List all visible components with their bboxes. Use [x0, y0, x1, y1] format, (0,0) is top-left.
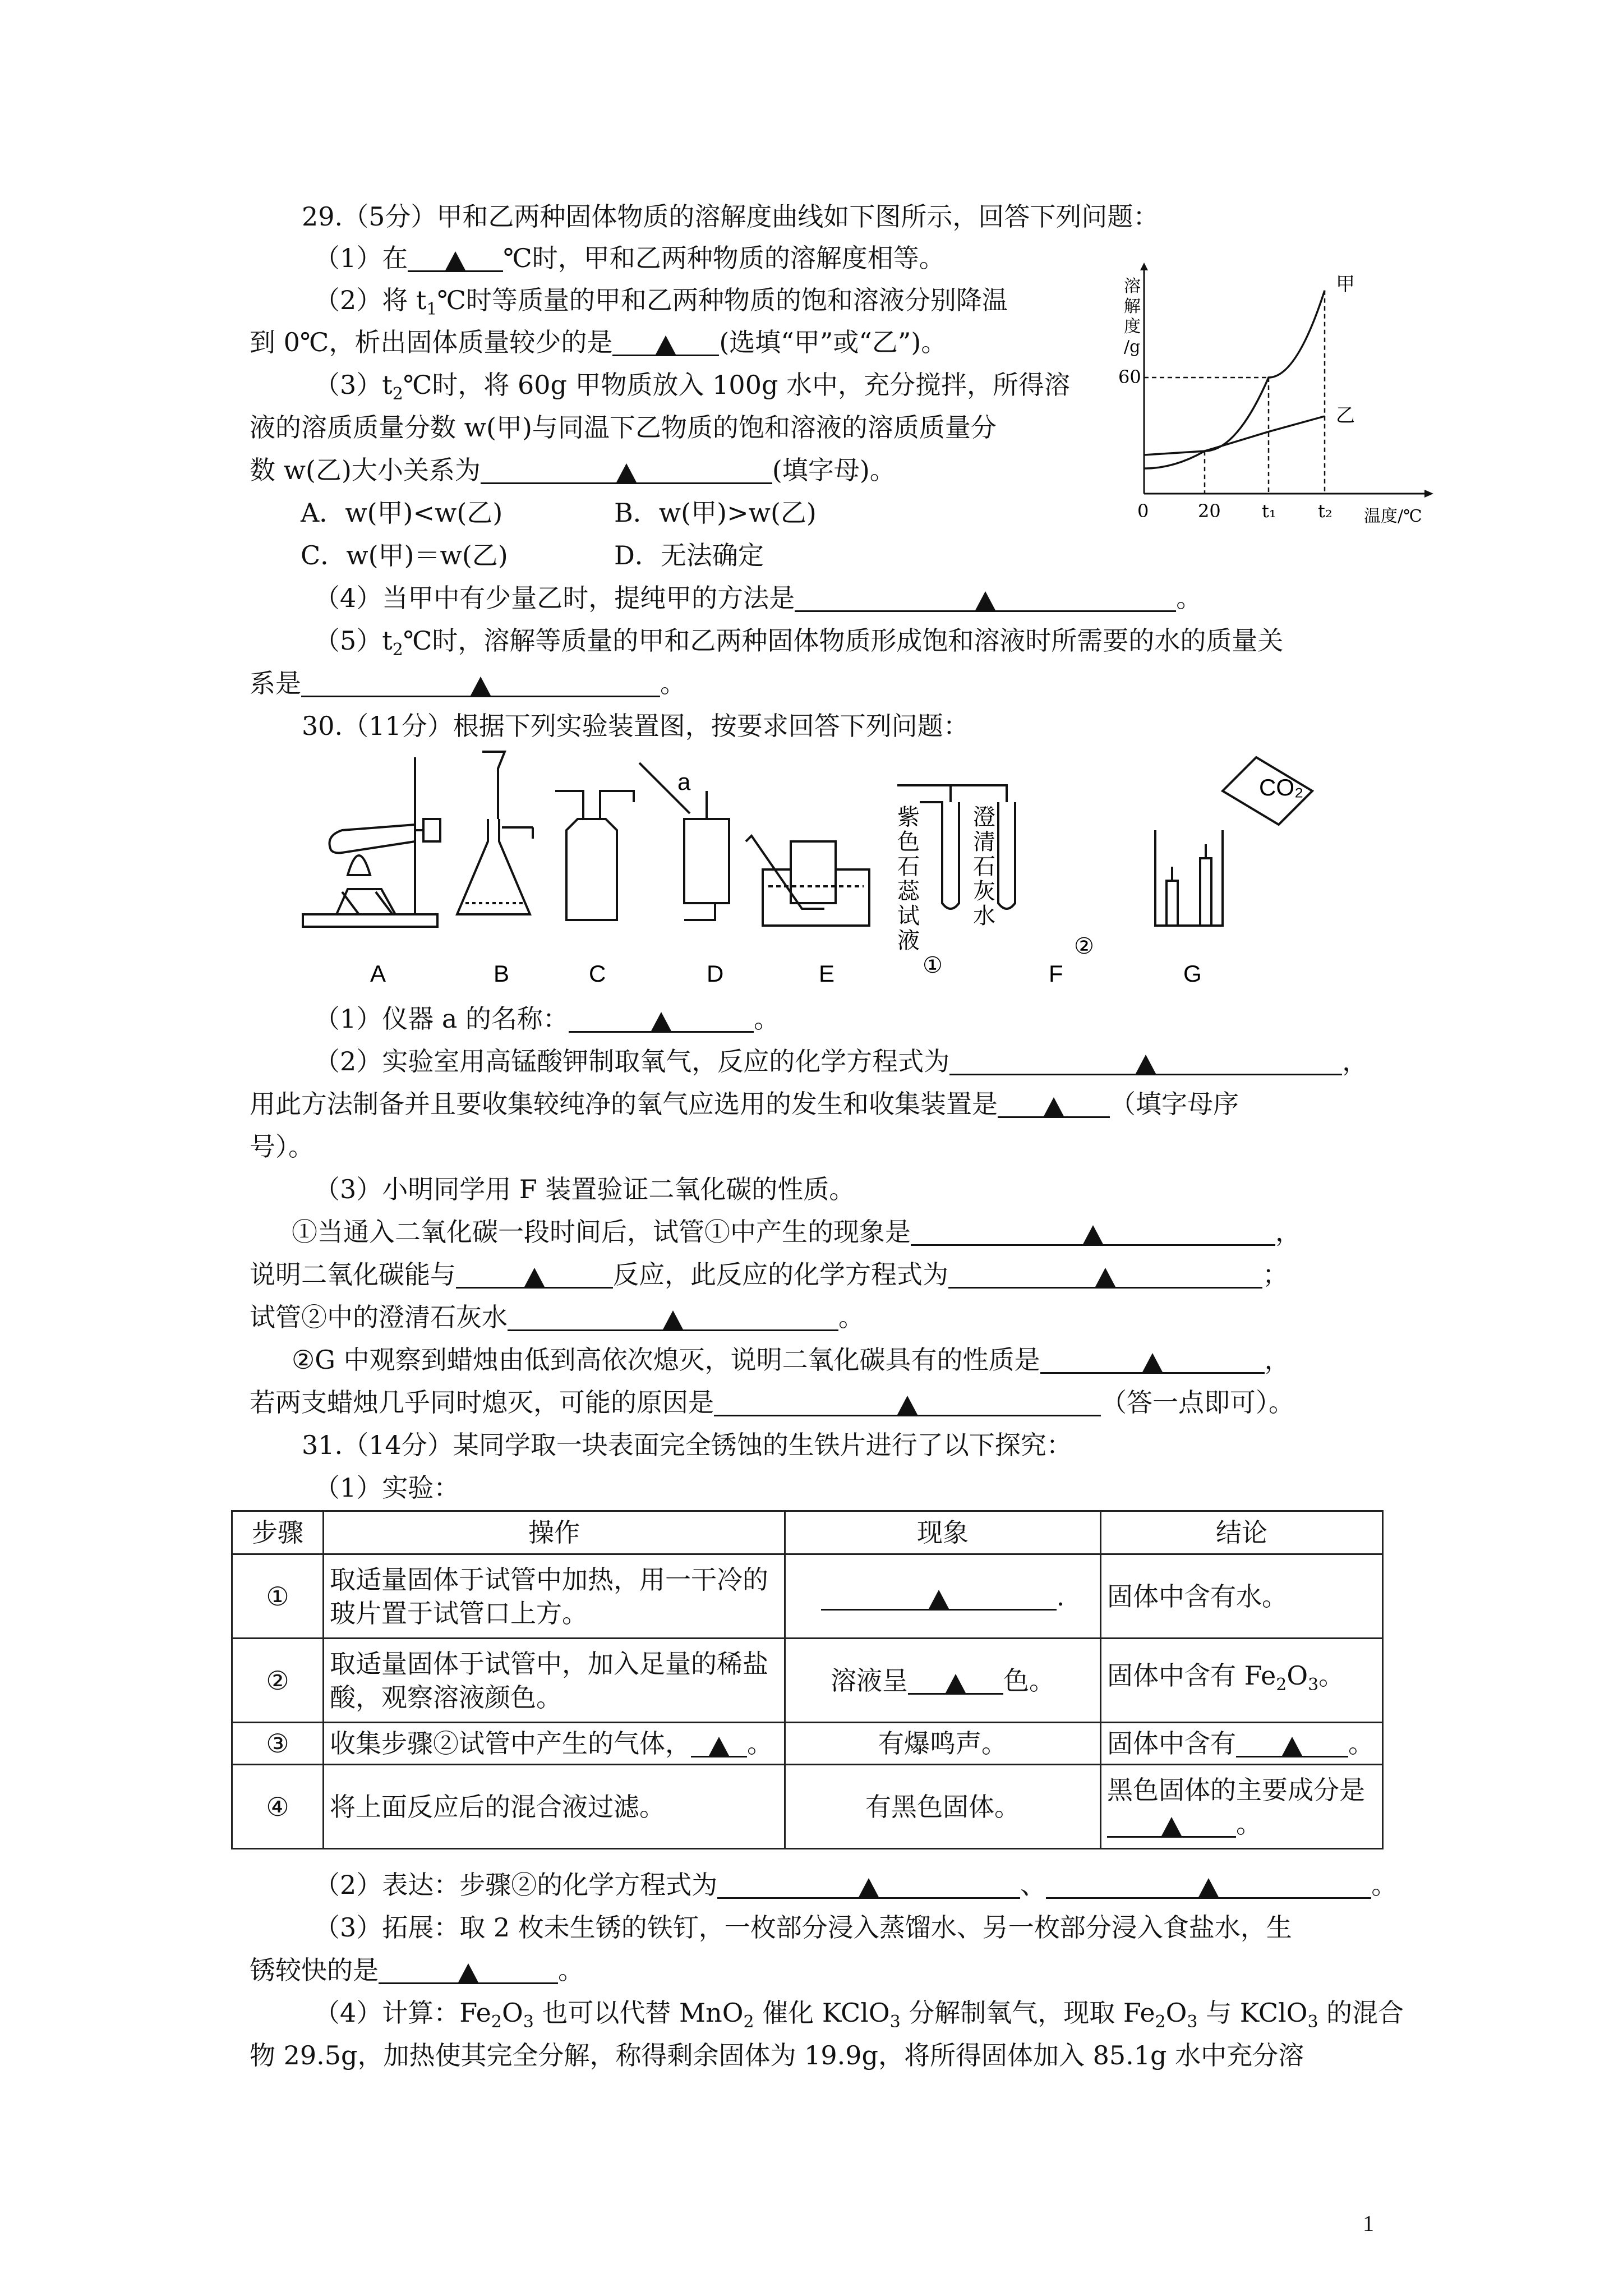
apparatus-label: G [1183, 960, 1202, 987]
triangle-icon [709, 1737, 729, 1756]
q30-part2-line1: （2）实验室用高锰酸钾制取氧气，反应的化学方程式为 ， [314, 1046, 1368, 1076]
tube1-char: 色 [897, 829, 920, 855]
tube2-text [973, 804, 1094, 959]
tube1-char: 蕊 [897, 878, 920, 904]
triangle-icon [1282, 1737, 1302, 1756]
triangle-icon [1198, 1878, 1219, 1897]
answer-blank[interactable] [998, 1091, 1110, 1118]
q29-part3-line2: 液的溶质质量分数 w(甲)与同温下乙物质的饱和溶液的溶质质量分 [250, 412, 997, 443]
apparatus-e [746, 836, 869, 926]
q30-part3-5: 若两支蜡烛几乎同时熄灭，可能的原因是 （答一点即可）。 [250, 1387, 1294, 1418]
apparatus-label: A [370, 960, 386, 987]
apparatus-c [555, 791, 634, 920]
answer-blank[interactable] [481, 457, 772, 484]
tube1-char: 试 [897, 903, 920, 929]
triangle-icon [897, 1396, 917, 1415]
tube2-char: 清 [973, 829, 995, 855]
triangle-icon [1044, 1097, 1064, 1116]
answer-blank[interactable] [612, 329, 719, 356]
q31-stem: 31.（14分）某同学取一块表面完全锈蚀的生铁片进行了以下探究： [302, 1430, 1072, 1460]
triangle-icon [524, 1268, 545, 1287]
q30-part3-1: ①当通入二氧化碳一段时间后，试管①中产生的现象是 ， [292, 1217, 1301, 1247]
apparatus-label: C [589, 960, 606, 987]
apparatus-label: E [819, 960, 835, 987]
triangle-icon [1136, 1055, 1156, 1074]
series-label: 甲 [1336, 273, 1355, 296]
solubility-chart [1118, 264, 1436, 527]
phenomenon-cell: . [785, 1554, 1101, 1639]
phenomenon-cell: 溶液呈 色。 [785, 1639, 1101, 1723]
apparatus-label: F [1049, 960, 1063, 987]
answer-blank[interactable] [948, 1261, 1262, 1289]
answer-blank[interactable] [1107, 1810, 1236, 1838]
triangle-icon [1142, 1353, 1163, 1372]
series-label: 乙 [1336, 404, 1355, 427]
tube1-char: 紫 [897, 804, 920, 830]
triangle-icon [1161, 1817, 1182, 1836]
apparatus-b [457, 752, 533, 914]
header-operation: 操作 [324, 1511, 785, 1554]
q31-part1: （1）实验： [314, 1473, 460, 1503]
answer-blank[interactable] [795, 585, 1176, 612]
conclusion-cell: 固体中含有水。 [1101, 1554, 1383, 1639]
table-row [232, 1723, 1383, 1765]
co2-label: CO₂ [1259, 774, 1304, 800]
tube2-number: ② [1074, 933, 1094, 959]
answer-blank[interactable] [508, 1304, 838, 1331]
y-axis-label-char: 度 [1124, 317, 1141, 337]
tube2-char: 水 [973, 903, 995, 929]
conclusion-cell: 固体中含有 。 [1101, 1723, 1383, 1765]
table-row [232, 1554, 1383, 1639]
answer-blank[interactable] [1236, 1730, 1348, 1757]
answer-blank[interactable] [1040, 1346, 1265, 1374]
q30-stem: 30.（11分）根据下列实验装置图，按要求回答下列问题： [302, 711, 969, 741]
answer-blank[interactable] [379, 1957, 558, 1984]
tube1-number: ① [923, 953, 943, 978]
q30-part2-line3: 号）。 [250, 1131, 314, 1162]
page-number: 1 [1363, 2211, 1374, 2236]
tube1-text [897, 804, 943, 978]
operation-cell: 取适量固体于试管中加热，用一干冷的玻片置于试管口上方。 [324, 1554, 785, 1639]
y-tick-label: 60 [1118, 366, 1141, 388]
q31-part3-line1: （3）拓展：取 2 枚未生锈的铁钉，一枚部分浸入蒸馏水、另一枚部分浸入食盐水，生 [314, 1912, 1292, 1943]
q30-part3: （3）小明同学用 F 装置验证二氧化碳的性质。 [314, 1174, 855, 1204]
answer-blank[interactable] [408, 245, 503, 272]
y-axis-label [1124, 277, 1141, 357]
q30-part2-line2: 用此方法制备并且要收集较纯净的氧气应选用的发生和收集装置是 （填字母序 [250, 1089, 1239, 1119]
triangle-icon [859, 1878, 879, 1897]
x-axis-arrow [1424, 490, 1433, 498]
triangle-icon [651, 1012, 671, 1031]
x-axis-label-text: 温度/℃ [1364, 507, 1422, 526]
triangle-icon [616, 463, 637, 482]
q30-part3-2: 说明二氧化碳能与 反应，此反应的化学方程式为 ； [250, 1259, 1288, 1290]
step-cell: ① [232, 1554, 324, 1639]
answer-blank[interactable] [821, 1583, 1057, 1611]
answer-blank[interactable] [714, 1389, 1101, 1416]
table-row [232, 1765, 1383, 1849]
experiment-table [231, 1510, 1384, 1849]
answer-blank[interactable] [456, 1261, 613, 1289]
tube2-char: 石 [973, 854, 995, 880]
triangle-icon [458, 1963, 478, 1982]
triangle-icon [471, 677, 491, 696]
q31-part3-line2: 锈较快的是 。 [250, 1955, 584, 1985]
x-tick-label: 0 [1137, 500, 1149, 522]
q29-option-c: C．w(甲)＝w(乙) [301, 540, 508, 570]
header-step: 步骤 [232, 1511, 324, 1554]
step-cell: ② [232, 1639, 324, 1723]
q29-part1: （1）在 ℃时，甲和乙两种物质的溶解度相等。 [314, 243, 945, 273]
q29-part5-line2: 系是 。 [250, 668, 686, 698]
answer-blank[interactable] [908, 1667, 1003, 1695]
q31-part2: （2）表达：步骤②的化学方程式为 、 。 [314, 1870, 1398, 1900]
y-axis-label-char: 解 [1124, 297, 1141, 316]
x-tick-label: t₂ [1318, 500, 1332, 522]
q29-part3-line1: $(3)t_2℃$时，将 60g 甲物质放入 100g 水中，充分搅拌，所得溶 [314, 370, 1071, 404]
y-axis-label-char: /g [1124, 337, 1141, 357]
answer-blank[interactable] [569, 1005, 754, 1033]
triangle-icon [1095, 1268, 1115, 1287]
answer-blank[interactable] [911, 1218, 1275, 1246]
table-row [232, 1639, 1383, 1723]
step-cell: ③ [232, 1723, 324, 1765]
apparatus-a [303, 757, 440, 927]
header-conclusion: 结论 [1101, 1511, 1383, 1554]
q29-part5-line1: $(5)t_2℃$时，溶解等质量的甲和乙两种固体物质形成饱和溶液时所需要的水的质量关 [314, 625, 1284, 660]
triangle-icon [445, 251, 465, 270]
triangle-icon [663, 1310, 683, 1329]
operation-cell: 收集步骤②试管中产生的气体， 。 [324, 1723, 785, 1765]
y-axis-label-char: 溶 [1124, 277, 1141, 296]
y-axis-arrow [1140, 263, 1148, 270]
x-axis-label [1364, 507, 1422, 526]
phenomenon-cell: 有爆鸣声。 [785, 1723, 1101, 1765]
triangle-icon [1083, 1225, 1103, 1244]
q29-part2-line2: 到 0℃，析出固体质量较少的是 (选填“甲”或“乙”)。 [250, 327, 947, 357]
q29-option-a: A．w(甲)<w(乙) [301, 498, 503, 528]
q30-part3-3: 试管②中的澄清石灰水 。 [250, 1302, 864, 1332]
q31-part4-line1: （4）计算：$Fe_2O_3$ 也可以代替 MnO$_2$ 催化 KClO$_3$ 分解制氧气，现取 $Fe_2O_3$ 与 KClO$_3$ 的混合 [314, 1998, 1404, 2032]
q29-option-b: B．w(甲)>w(乙) [614, 498, 817, 528]
triangle-icon [656, 335, 676, 355]
q29-option-d: D．无法确定 [614, 540, 764, 570]
header-phenomenon: 现象 [785, 1511, 1101, 1554]
operation-cell: 取适量固体于试管中，加入足量的稀盐酸，观察溶液颜色。 [324, 1639, 785, 1723]
tube1-char: 液 [897, 928, 920, 954]
tube2-char: 灰 [973, 878, 995, 904]
q29-part4: （4）当甲中有少量乙时，提纯甲的方法是 。 [314, 583, 1202, 613]
apparatus-label: D [707, 960, 724, 987]
answer-blank[interactable] [717, 1871, 1020, 1899]
table-header-row [232, 1511, 1383, 1554]
answer-blank[interactable] [691, 1730, 747, 1757]
q29-stem: 29.（5分）甲和乙两种固体物质的溶解度曲线如下图所示，回答下列问题： [302, 201, 1159, 232]
answer-blank[interactable] [1046, 1871, 1371, 1899]
q29-part2-line1: （2）将 $t_1℃$时等质量的甲和乙两种物质的饱和溶液分别降温 [314, 285, 1008, 320]
q30-part3-4: ②G 中观察到蜡烛由低到高依次熄灭，说明二氧化碳具有的性质是 ， [292, 1345, 1290, 1375]
triangle-icon [975, 591, 995, 610]
x-tick-label: t₁ [1262, 500, 1276, 522]
conclusion-cell: 固体中含有 $Fe_2O_3$。 [1101, 1639, 1383, 1723]
triangle-icon [946, 1674, 966, 1693]
triangle-icon [929, 1590, 949, 1609]
conclusion-cell: 黑色固体的主要成分是 。 [1101, 1765, 1383, 1849]
phenomenon-cell: 有黑色固体。 [785, 1765, 1101, 1849]
apparatus-label: B [494, 960, 510, 987]
q31-part4-line2: 物 29.5g，加热使其完全分解，称得剩余固体为 19.9g，将所得固体加入 85.1g 水中充分溶 [250, 2040, 1304, 2070]
q29-part3-line3: 数 w(乙)大小关系为 (填字母)。 [250, 455, 896, 485]
tube1-char: 石 [897, 854, 920, 880]
instrument-a-label: a [677, 769, 691, 795]
step-cell: ④ [232, 1765, 324, 1849]
answer-blank[interactable] [301, 670, 660, 697]
operation-cell: 将上面反应后的混合液过滤。 [324, 1765, 785, 1849]
apparatus-figure [303, 746, 1447, 993]
x-tick-label: 20 [1198, 500, 1221, 522]
answer-blank[interactable] [949, 1048, 1342, 1075]
q30-part1: （1）仪器 a 的名称： 。 [314, 1004, 780, 1034]
tube2-char: 澄 [973, 804, 995, 830]
